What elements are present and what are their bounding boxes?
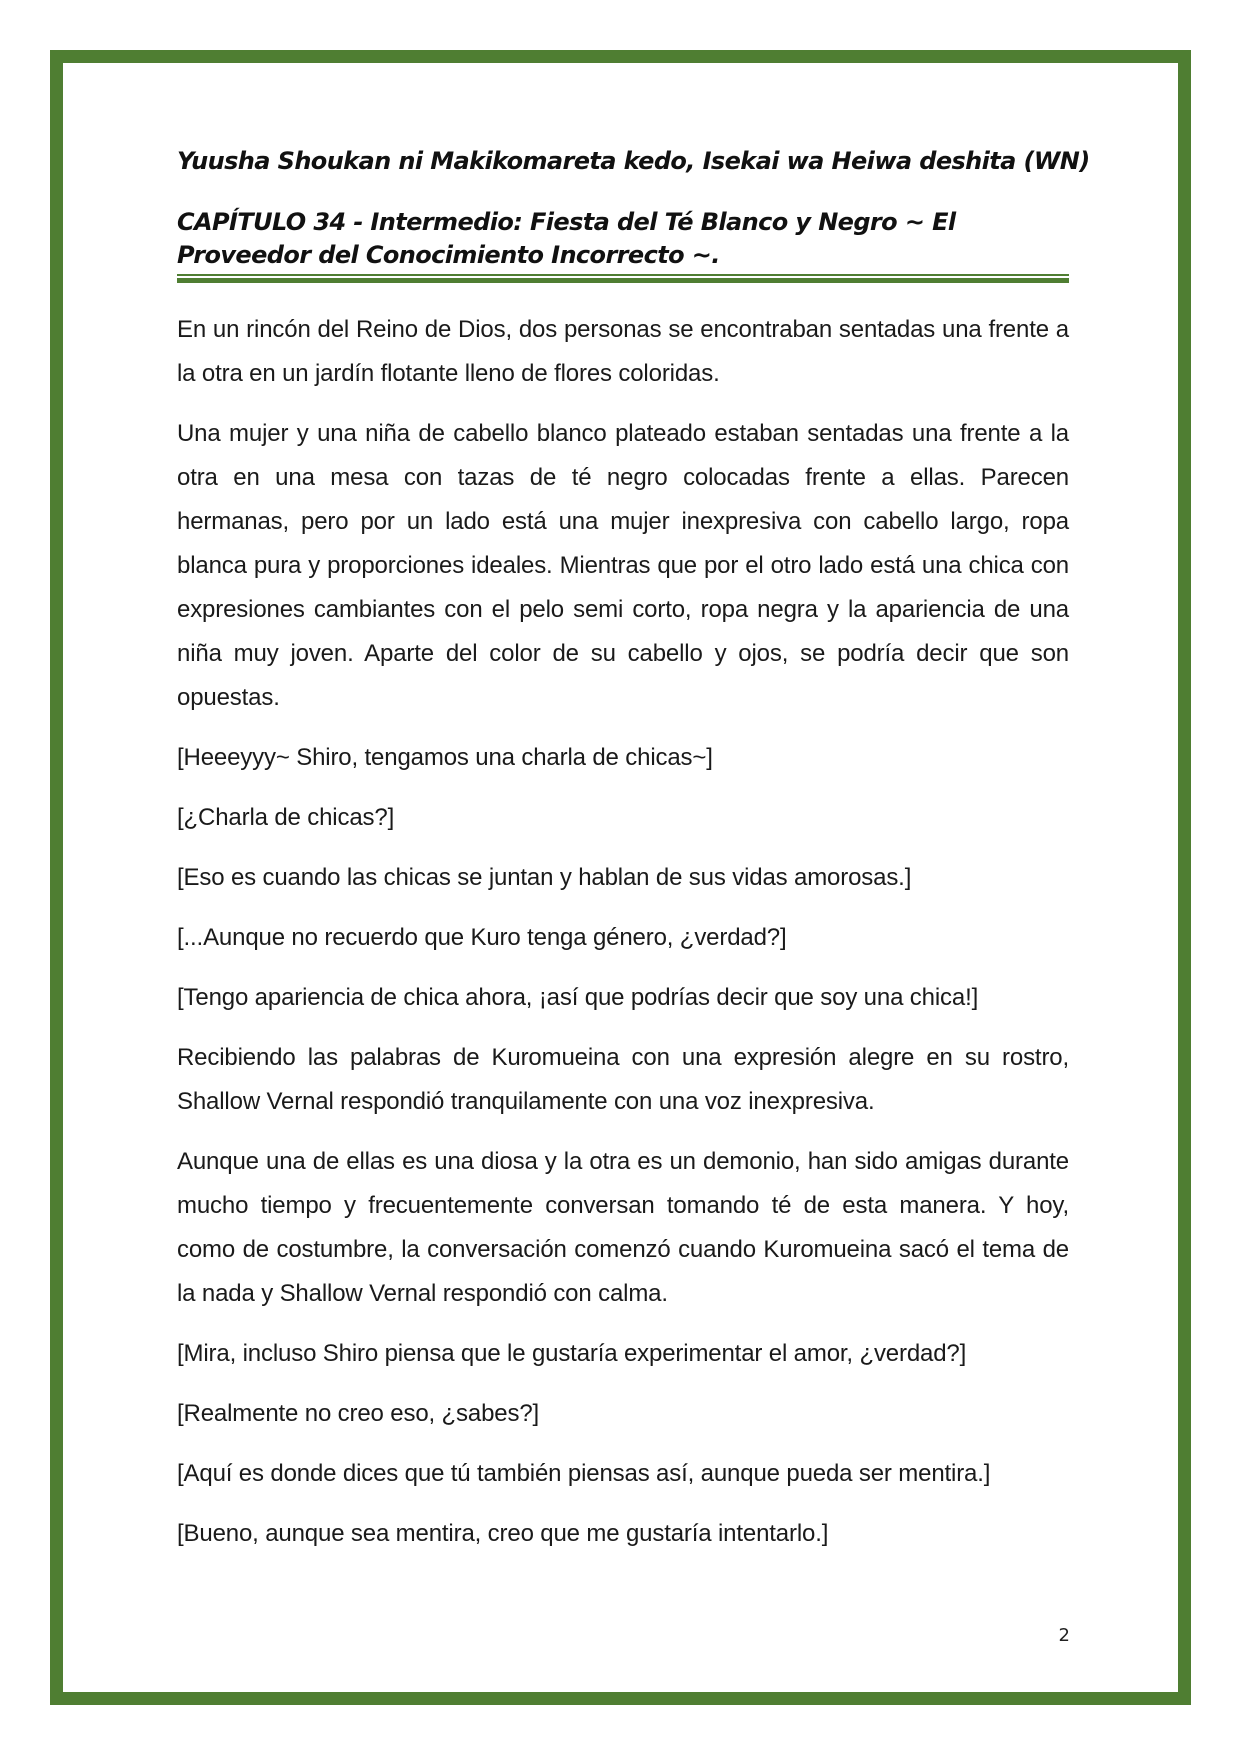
title-divider-thick-line	[177, 278, 1069, 283]
dialogue-line: [Aquí es donde dices que tú también piensas así, aunque pueda ser mentira.]	[177, 1460, 991, 1487]
paragraph: En un rincón del Reino de Dios, dos personas se encontraban sentadas una frente a la otra en un jardín flotante lleno de flores coloridas.	[177, 316, 1069, 387]
dialogue-line: [Heeeyyy~ Shiro, tengamos una charla de chicas~]	[177, 744, 713, 771]
dialogue-line: [Realmente no creo eso, ¿sabes?]	[177, 1400, 540, 1427]
body-text	[177, 308, 1069, 1572]
dialogue-line: [Bueno, aunque sea mentira, creo que me gustaría intentarlo.]	[177, 1520, 829, 1547]
dialogue-line: [Tengo apariencia de chica ahora, ¡así que podrías decir que soy una chica!]	[177, 984, 979, 1011]
paragraph: Recibiendo las palabras de Kuromueina con una expresión alegre en su rostro, Shallow Vernal respondió tranquilamente con una voz inexpresiva.	[177, 1044, 1069, 1115]
chapter-title: CAPÍTULO 34 - Intermedio: Fiesta del Té Blanco y Negro ~ El Proveedor del Conocimiento Incorrecto ~.	[177, 208, 956, 269]
dialogue-line: [...Aunque no recuerdo que Kuro tenga género, ¿verdad?]	[177, 924, 787, 951]
title-divider	[177, 274, 1069, 284]
dialogue-line: [¿Charla de chicas?]	[177, 804, 395, 831]
page-number: 2	[1058, 1625, 1070, 1646]
paragraph: Una mujer y una niña de cabello blanco plateado estaban sentadas una frente a la otra en una mesa con tazas de té negro colocadas frente a ellas. Parecen hermanas, pero por un lado está una mujer inexpresiva con cabello largo, ropa blanca pura y proporciones ideales. Mientras que por el otro lado está una chica con expresiones cambiantes con el pelo semi corto, ropa negra y la apariencia de una niña muy joven. Aparte del color de su cabello y ojos, se podría decir que son opuestas.	[177, 420, 1069, 711]
dialogue-line: [Mira, incluso Shiro piensa que le gustaría experimentar el amor, ¿verdad?]	[177, 1340, 967, 1367]
paragraph: Aunque una de ellas es una diosa y la otra es un demonio, han sido amigas durante mucho tiempo y frecuentemente conversan tomando té de esta manera. Y hoy, como de costumbre, la conversación comenzó cuando Kuromueina sacó el tema de la nada y Shallow Vernal respondió con calma.	[177, 1148, 1069, 1307]
dialogue-line: [Eso es cuando las chicas se juntan y hablan de sus vidas amorosas.]	[177, 864, 912, 891]
title-divider-thin-line	[177, 274, 1069, 276]
series-title: Yuusha Shoukan ni Makikomareta kedo, Isekai wa Heiwa deshita (WN)	[177, 147, 1090, 175]
